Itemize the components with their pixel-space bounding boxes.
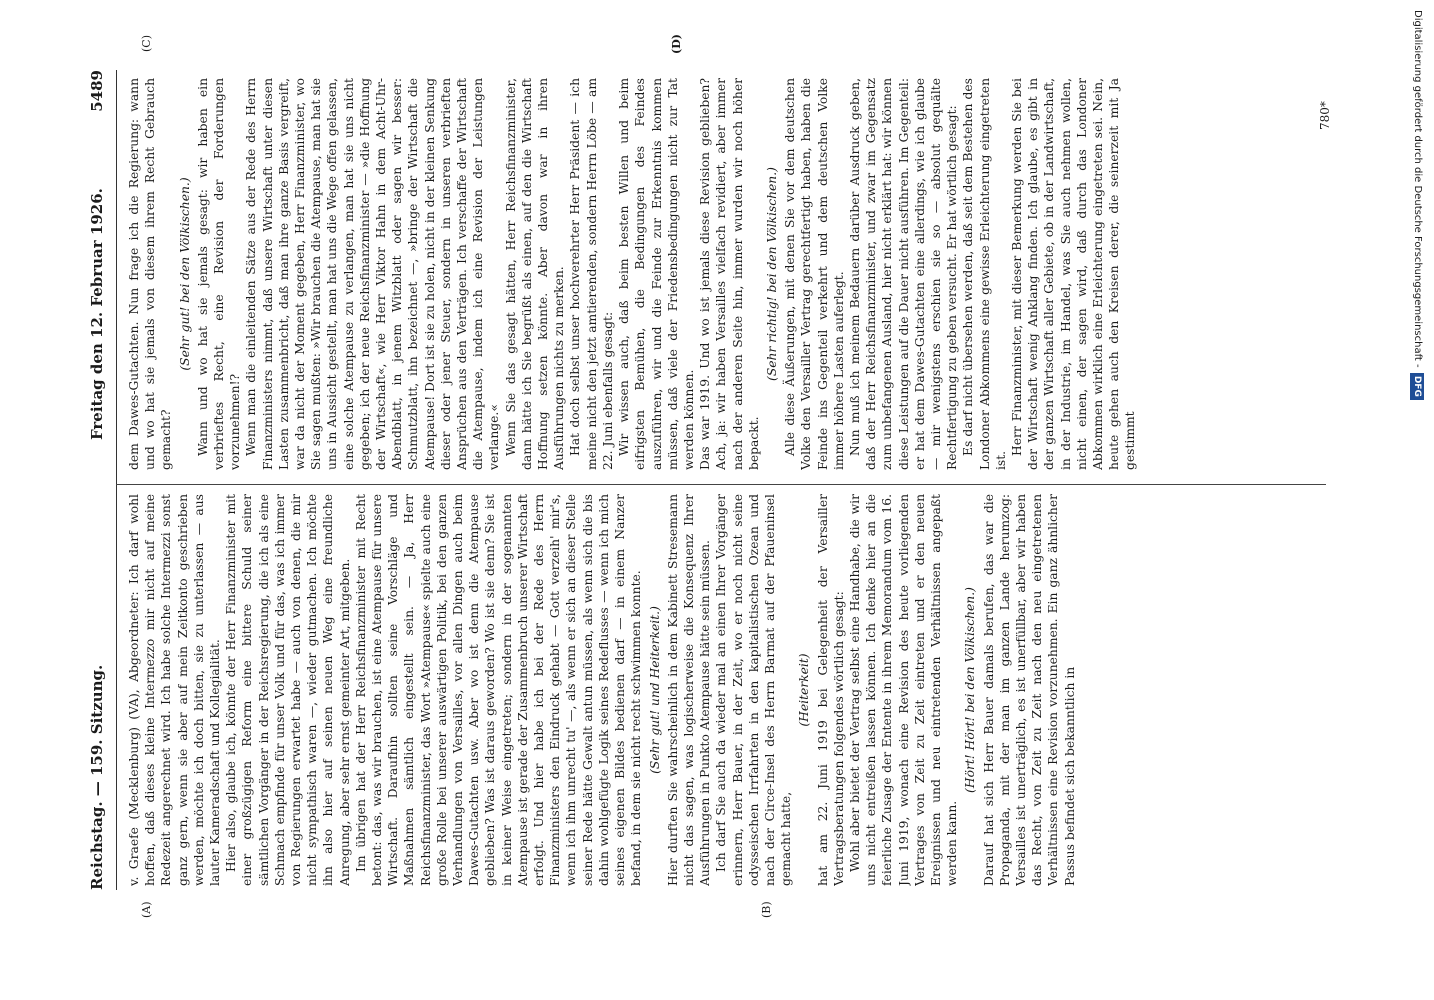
paragraph: Hier durften Sie wahrscheinlich in dem Kabinett Stresemann nicht das sagen, was logischerweise die Konsequenz Ihrer Ausführungen in Punkto Atempause hätte sein müssen.: [665, 494, 713, 886]
interjection: (Sehr richtig! bei den Völkischen.): [764, 167, 779, 381]
right-column: [126, 78, 1316, 470]
paragraph: Herr Finanzminister, mit dieser Bemerkung werden Sie bei der Wirtschaft wenig Anklang finden. Ich glaube, es gibt in der ganzen Wirtschaft aller Gebiete, ob in der Landwirtschaft, in der Industrie, im Handel, was Sie auch nehmen wollen, nicht einen, der sagen wird, daß durch das Londoner Abkommen wirklich eine Erleichterung eingetreten sei. Nein, heute gehen auch den Kreisen derer, die seinerzeit mit Ja gestimmt: [1009, 78, 1138, 470]
paragraph: v. Graefe (Mecklenburg) (VA), Abgeordneter: Ich darf wohl hoffen, daß dieses kleine Intermezzo mir nicht auf meine Redezeit angerechnet wird. Ich habe solche Intermezzi sonst ganz gern, wenn sie aber auf mein Zeitkonto geschrieben werden, möchte ich doch bitten, sie zu unterlassen — aus lauter Kameradschaft und Kollegialität.: [127, 494, 223, 886]
column-divider: [116, 484, 1326, 485]
paragraph: Hat doch selbst unser hochverehrter Herr Präsident — ich meine nicht den jetzt amtierenden, sondern Herrn Löbe — am 22. Juni ebenfalls gesagt:: [568, 78, 615, 470]
digitization-credit: [1408, 10, 1426, 990]
quotation: Es darf nicht übersehen werden, daß seit dem Bestehen des Londoner Abkommens eine gewisse Erleichterung eingetreten ist.: [961, 78, 1008, 470]
header-session: Reichstag. — 159. Sitzung.: [88, 664, 106, 890]
interjection: (Sehr gut! und Heiterkeit.): [647, 606, 662, 774]
paragraph: Wenn Sie das gesagt hätten, Herr Reichsfinanzminister, dann hätte ich Sie begrüßt als einen, auf den die Wirtschaft Hoffnung setzen könnte. Aber davon war in ihren Ausführungen nichts zu merken.: [503, 78, 567, 470]
margin-mark-d: (D): [670, 34, 683, 54]
margin-mark-a: (A): [140, 901, 153, 918]
dfg-logo: DFG: [1410, 373, 1424, 400]
footer-code: 780*: [1318, 101, 1332, 130]
header-right: [88, 70, 114, 470]
paragraph: Alle diese Äußerungen, mit denen Sie vor dem deutschen Volke den Versailler Vertrag gerechtfertigt haben, haben die Feinde ins Gegenteil verkehrt und dem deutschen Volke immer höhere Lasten auferlegt.: [783, 78, 846, 470]
paragraph: Ich darf Sie auch da wieder mal an einen Ihrer Vorgänger erinnern, Herr Bauer, in der Zeit, wo er noch nicht seine odysseischen Irrfahrten in den kapitalistischen Ozean und nach der Circe-Insel des Herrn Barmat auf der Pfaueninsel gemacht hatte,: [714, 494, 794, 886]
paragraph: Das war 1919. Und wo ist jemals diese Revision geblieben? Ach, ja: wir haben Versailles vielfach revidiert, aber immer nach der anderen Seite hin, immer wurden wir noch höher bepackt.: [698, 78, 761, 470]
paragraph: Wann und wo hat sie jemals gesagt: wir haben ein verbrieftes Recht, eine Revision der Forderungen vorzunehmen!?: [195, 78, 243, 470]
paragraph: Hier also, glaube ich, könnte der Herr Finanzminister mit einer großzügigen Reform eine bittere Schuld seiner sämtlichen Vorgänger in der Reichsregierung, die ich als eine Schmach empfinde für unser Volk und für das, was ich immer von Regierungen erwartet habe — auch von denen, die mir nicht sympathisch waren —, wieder gutmachen. Ich möchte ihn also hier auf seinen neuen Weg eine freundliche Anregung, aber sehr ernst gemeinter Art, mitgeben.: [224, 494, 352, 886]
interjection: (Heiterkeit): [797, 653, 812, 727]
credit-text: Digitalisierung gefördert durch die Deutsche Forschungsgemeinschaft -: [1412, 10, 1423, 368]
quotation: Wir wissen auch, daß beim besten Willen und beim eifrigsten Bemühen, die Bedingungen des Feindes auszuführen, wir und die Feinde zur Erkenntnis kommen müssen, daß viele der Friedensbedingungen nicht zur Tat werden können.: [617, 78, 696, 470]
paragraph: Im übrigen hat der Herr Reichsfinanzminister mit Recht betont: das, was wir brauchen, ist eine Atempause für unsere Wirtschaft. Daraufhin sollten seine Vorschläge und Maßnahmen sämtlich eingestellt sein. — Ja, Herr Reichsfinanzminister, das Wort »Atempause« spielte auch eine große Rolle bei unserer auswärtigen Politik, bei den ganzen Verhandlungen von Versailles, vor allen Dingen auch beim Dawes-Gutachten usw. Aber wo ist denn die Atempause geblieben? Was ist daraus geworden? Wo ist sie denn? Sie ist in keiner Weise eingetreten; sondern in der sogenannten Atempause ist gerade der Zusammenbruch unserer Wirtschaft erfolgt. Und hier habe ich bei der Rede des Herrn Finanzministers den Eindruck gehabt — Gott verzeih' mir's, wenn ich ihm unrecht tu' —, als wenn er sich an dieser Stelle seiner Rede hätte Gewalt antun müssen, als wenn sich die bis dahin wohlgefügte Logik seines Redeflusses — wenn ich mich seines eigenen Bildes bedienen darf — in einem Nanzer befand, in dem sie nicht recht schwimmen konnte.: [353, 494, 644, 886]
interjection: (Hört! Hört! bei den Völkischen.): [963, 587, 978, 793]
interjection: (Sehr gut! bei den Völkischen.): [177, 177, 192, 371]
margin-mark-b: (B): [760, 901, 773, 918]
paragraph: hat am 22. Juni 1919 bei Gelegenheit der Versailler Vertragsberatungen folgendes wörtlich gesagt:: [815, 494, 846, 886]
paragraph: dem Dawes-Gutachten. Nun frage ich die Regierung: wann und wo hat sie jemals von diesem ihrem Recht Gebrauch gemacht?: [127, 78, 174, 470]
paragraph: Nun muß ich meinem Bedauern darüber Ausdruck geben, daß der Herr Reichsfinanzminister, und zwar im Gegensatz zum unbefangenen Ausland, hier nicht erklärt hat: wir können diese Leistungen auf die Dauer nicht ausführen. Im Gegenteil: er hat dem Dawes-Gutachten eine allerdings, wie ich glaube — mir wenigstens erschien sie so — absolut gequälte Rechtfertigung zu geben versucht. Er hat wörtlich gesagt:: [847, 78, 960, 470]
quotation: Wohl aber bietet der Vertrag selbst eine Handhabe, die wir uns nicht entreißen lassen können. Ich denke hier an die feierliche Zusage der Entente in ihrem Memorandum vom 16. Juni 1919, wonach eine Revision des heute vorliegenden Vertrages von Zeit zu Zeit eintreten und er den neuen Ereignissen und neu eintretenden Verhältnissen angepaßt werden kann.: [847, 494, 960, 886]
left-column: [126, 494, 1316, 886]
paragraph: Wenn man die einleitenden Sätze aus der Rede des Herrn Finanzministers nimmt, daß unsere Wirtschaft unter diesen Lasten zusammenbricht, daß man ihre ganze Basis vergreift, war da nicht der Moment gegeben, Herr Finanzminister, wo Sie sagen mußten: »Wir brauchen die Atempause, man hat sie uns in Aussicht gestellt, man hat uns die Wege offen gelassen, eine solche Atempause zu verlangen, man hat sie uns nicht gegeben; ich der neue Reichsfinanzminister — »die Hoffnung der Wirtschaft«, wie Herr Viktor Hahn in dem Acht-Uhr-Abendblatt, in jenem Witzblatt oder sagen wir besser: Schmutzblatt, ihn bezeichnet —, »bringe der Wirtschaft die Atempause! Dort ist sie zu holen, nicht in der kleinen Senkung dieser oder jener Steuer, sondern in unseren verbrieften Ansprüchen aus den Verträgen. Ich verschaffe der Wirtschaft die Atempause, indem ich eine Revision der Leistungen verlange.«: [244, 78, 502, 470]
header-rule: [116, 70, 117, 890]
paragraph: Darauf hat sich Herr Bauer damals berufen, das war die Propaganda, mit der man im ganzen Lande herumzog: Versailles ist unerträglich, es ist unerfüllbar, aber wir haben das Recht, von Zeit zu Zeit nach den neu eingetretenen Verhältnissen eine Revision vorzunehmen. Ein ganz ähnlicher Passus befindet sich bekanntlich in: [981, 494, 1077, 886]
margin-mark-c: (C): [140, 35, 153, 52]
page-number: 5489: [88, 70, 106, 112]
header-date: Freitag den 12. Februar 1926.: [88, 188, 106, 440]
page-header: [88, 70, 114, 890]
